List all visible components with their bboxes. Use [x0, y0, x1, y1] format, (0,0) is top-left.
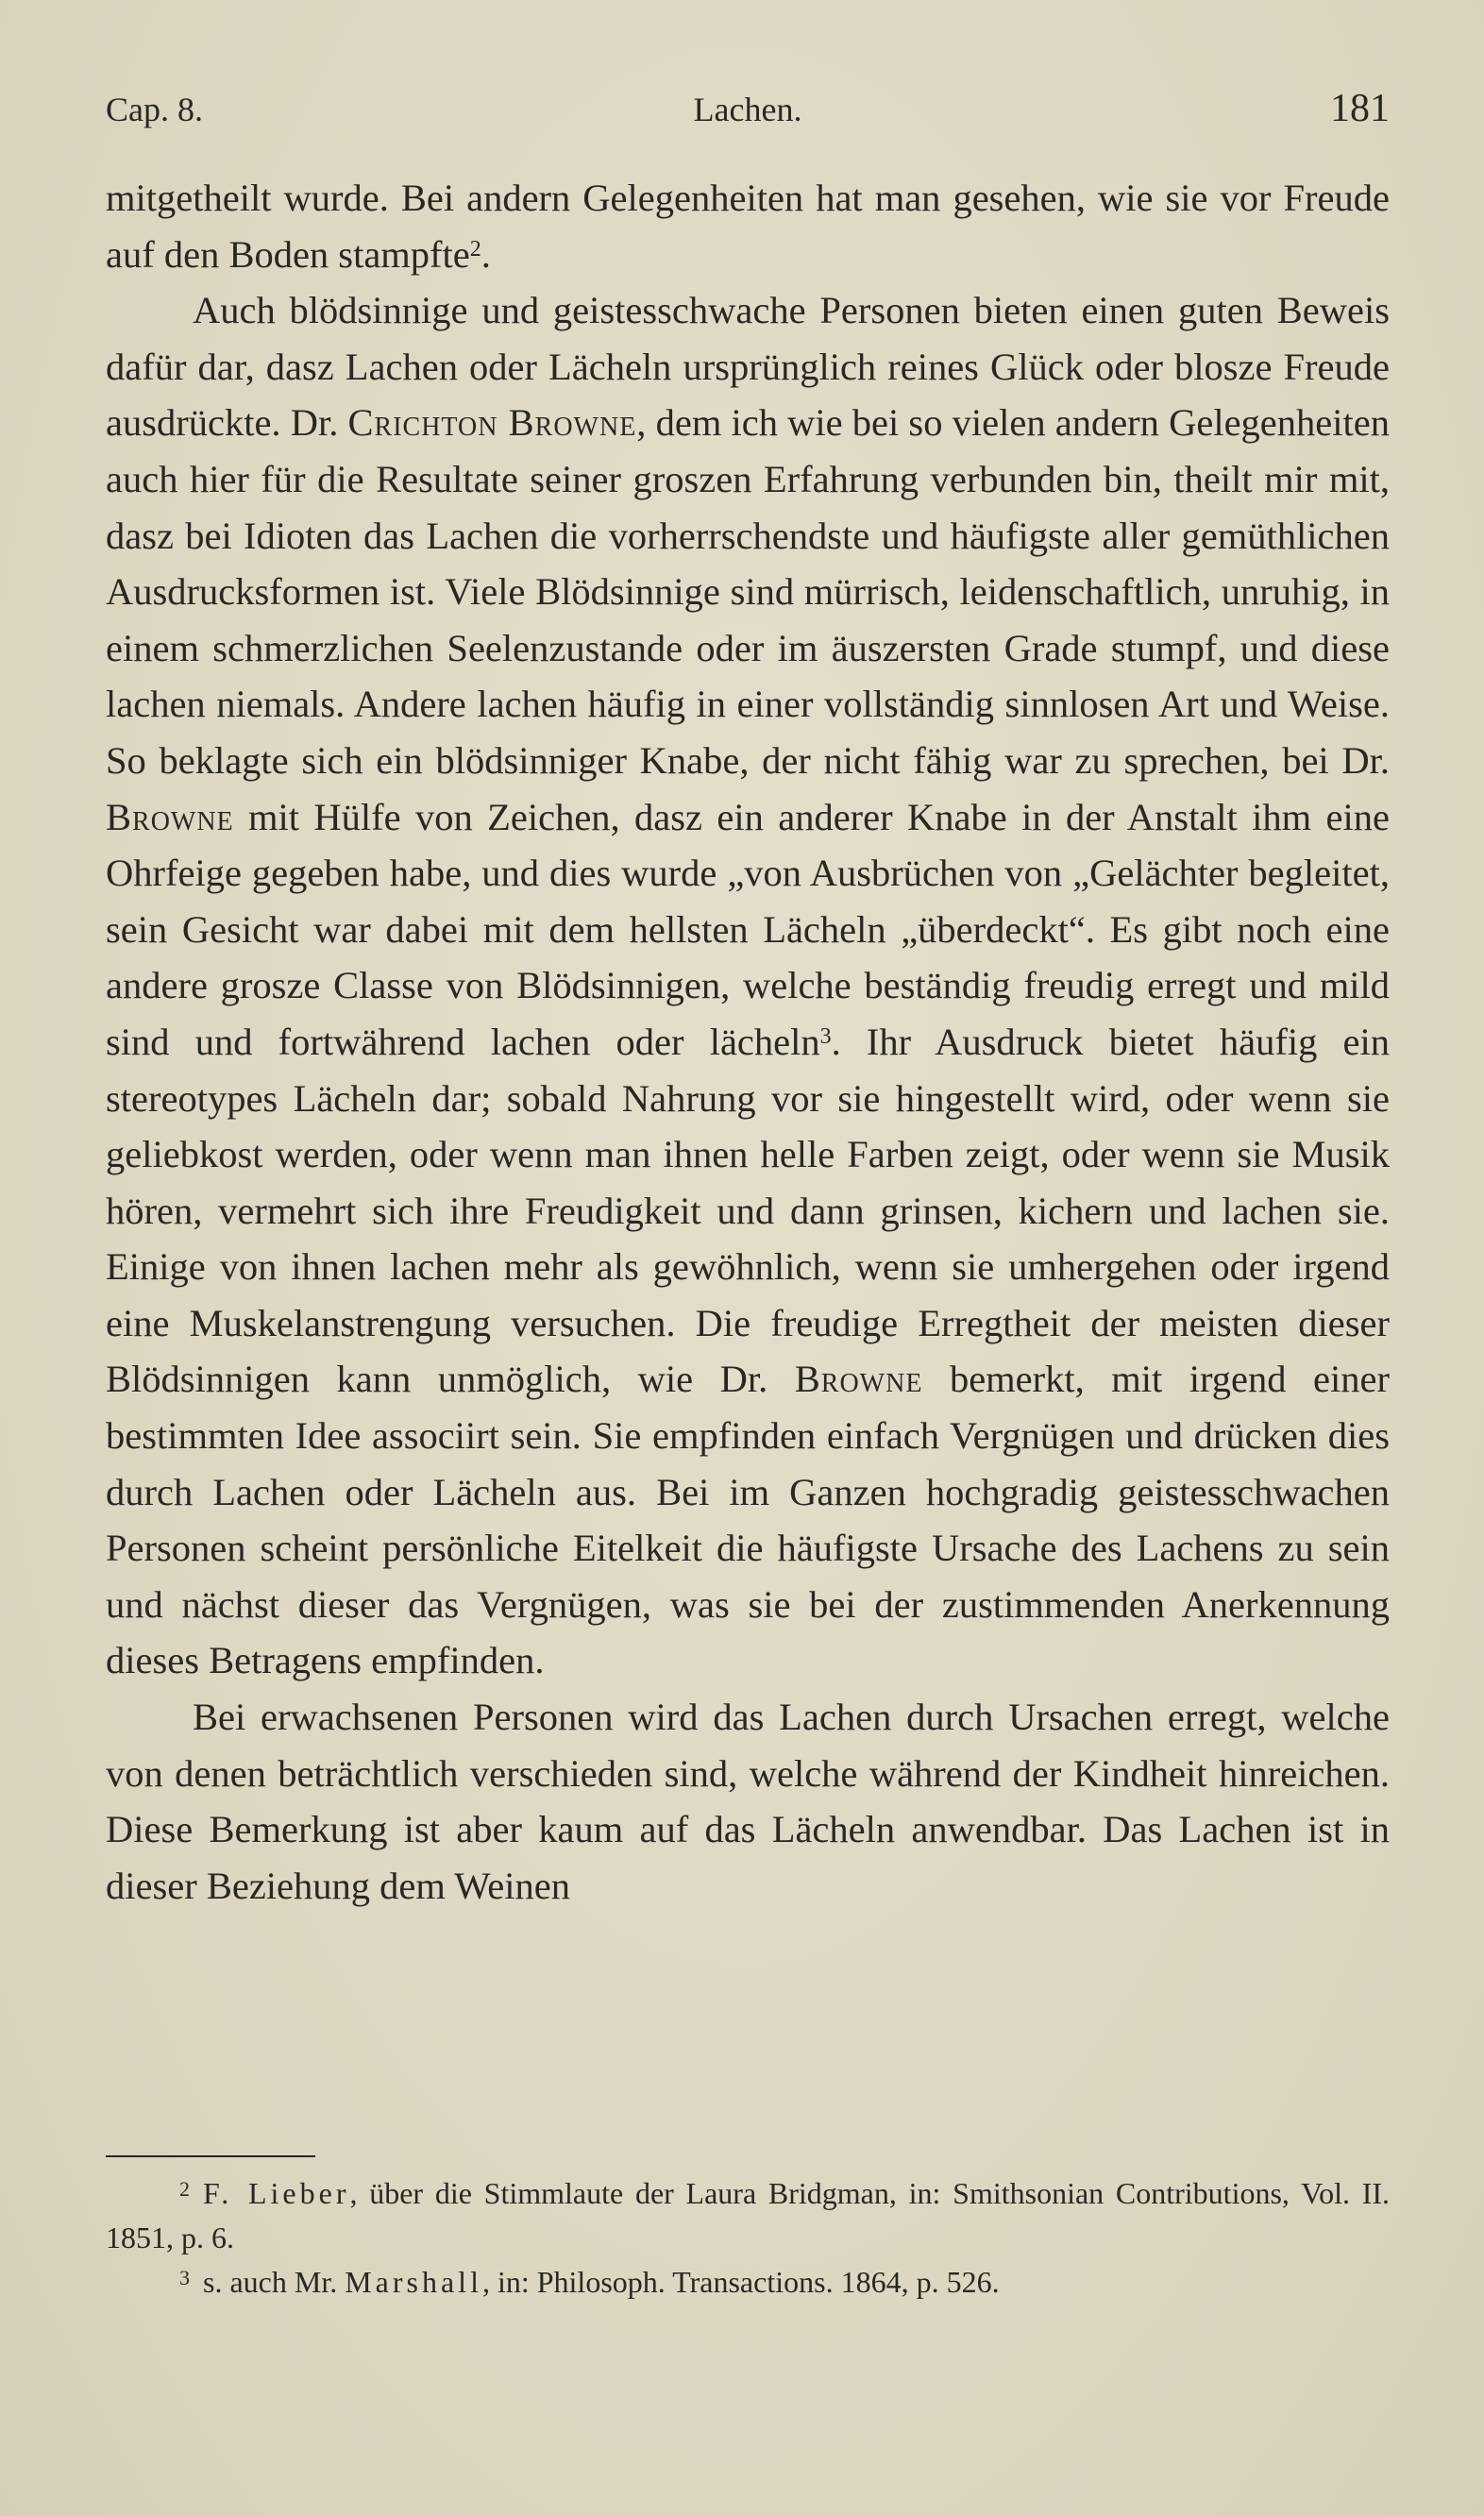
footnote-ref: 3: [819, 1023, 832, 1049]
footnote: [106, 2171, 1390, 2260]
paragraph-text: . Ihr Ausdruck bietet häufig ein stereotypes Lächeln dar; sobald Nahrung vor sie hingestellt wird, oder wenn sie geliebkost werden, oder wenn man ihnen helle Farben zeigt, oder wenn sie Musik hören, vermehrt sich ihre Freudigkeit und dann grinsen, kichern und lachen sie. Einige von ihnen lachen mehr als gewöhnlich, wenn sie umhergehen oder irgend eine Muskelanstrengung versuchen. Die freudige Erregtheit der meisten dieser Blödsinnigen kann unmöglich, wie Dr.: [106, 1020, 1390, 1401]
running-header: [106, 87, 1390, 137]
page-number: 181: [1330, 87, 1390, 130]
body-text: [106, 170, 1390, 1914]
footnote: [106, 2260, 1390, 2305]
paragraph-continuation: [106, 170, 1390, 282]
chapter-label: Cap. 8.: [106, 91, 203, 128]
footnote-ref: 2: [469, 236, 481, 262]
paragraph: Bei erwachsenen Personen wird das Lachen durch Ursachen erregt, welche von denen beträchtlich verschieden sind, welche während der Kindheit hinreichen. Diese Bemerkung ist aber kaum auf das Lächeln anwendbar. Das Lachen ist in dieser Beziehung dem Weinen: [106, 1696, 1390, 1907]
paragraph: [106, 282, 1390, 1689]
paragraph-text: bemerkt, mit irgend einer bestimmten Idee associirt sein. Sie empfinden einfach Vergnügen und drücken dies durch Lachen oder Lächeln aus. Bei im Ganzen hochgradig geistesschwachen Personen scheint persönliche Eitelkeit die häufigste Ursache des Lachens zu sein und nächst dieser das Vergnügen, was sie bei der zustimmenden Anerkennung dieses Betragens empfinden.: [106, 1358, 1390, 1682]
paragraph-text: mit Hülfe von Zeichen, dasz ein anderer Knabe in der Anstalt ihm eine Ohrfeige gegeben habe, und dies wurde „von Ausbrüchen von „Gelächter begleitet, sein Gesicht war dabei mit dem hellsten Lächeln „überdeckt“. Es gibt noch eine andere grosze Classe von Blödsinnigen, welche beständig freudig erregt und mild sind und fortwährend lachen oder lächeln: [106, 795, 1390, 1063]
footnote-author: F. Lieber: [203, 2176, 350, 2210]
footnote-divider: [106, 2155, 315, 2157]
author-name: Browne: [106, 795, 234, 838]
paragraph-text: Auch blödsinnige und geistesschwache Personen bieten einen guten Beweis dafür dar, dasz Lachen oder Lächeln ursprünglich reines Glück oder blosze Freude ausdrückte. Dr.: [106, 289, 1390, 445]
footnote-prefix: s. auch Mr.: [203, 2265, 346, 2299]
paragraph-text: , dem ich wie bei so vielen andern Gelegenheiten auch hier für die Resultate seiner groszen Erfahrung verbunden bin, theilt mir mit, dasz bei Idioten das Lachen die vorherrschendste und häufigste aller gemüthlichen Ausdrucksformen ist. Viele Blödsinnige sind mürrisch, leidenschaftlich, unruhig, in einem schmerzlichen Seelenzustande oder im äuszersten Grade stumpf, und diese lachen niemals. Andere lachen häufig in einer vollständig sinnlosen Art und Weise. So beklagte sich ein blödsinniger Knabe, der nicht fähig war zu sprechen, bei Dr.: [106, 401, 1390, 782]
footnote-author: Marshall: [345, 2265, 482, 2299]
author-name: Browne: [794, 1358, 923, 1401]
author-name: Crichton Browne: [347, 401, 637, 445]
paragraph-text: .: [481, 232, 491, 276]
footnote-text: , über die Stimmlaute der Laura Bridgman, in: Smithsonian Contributions, Vol. II. 1851, p. 6.: [106, 2176, 1391, 2254]
footnotes: [106, 2171, 1390, 2305]
running-title: Lachen.: [693, 91, 802, 128]
footnote-mark: 2: [179, 2177, 190, 2201]
footnote-text: , in: Philosoph. Transactions. 1864, p. 526.: [481, 2265, 1000, 2299]
footnote-mark: 3: [179, 2266, 190, 2289]
paragraph-text: mitgetheilt wurde. Bei andern Gelegenheiten hat man gesehen, wie sie vor Freude auf den Boden stampfte: [106, 177, 1390, 276]
